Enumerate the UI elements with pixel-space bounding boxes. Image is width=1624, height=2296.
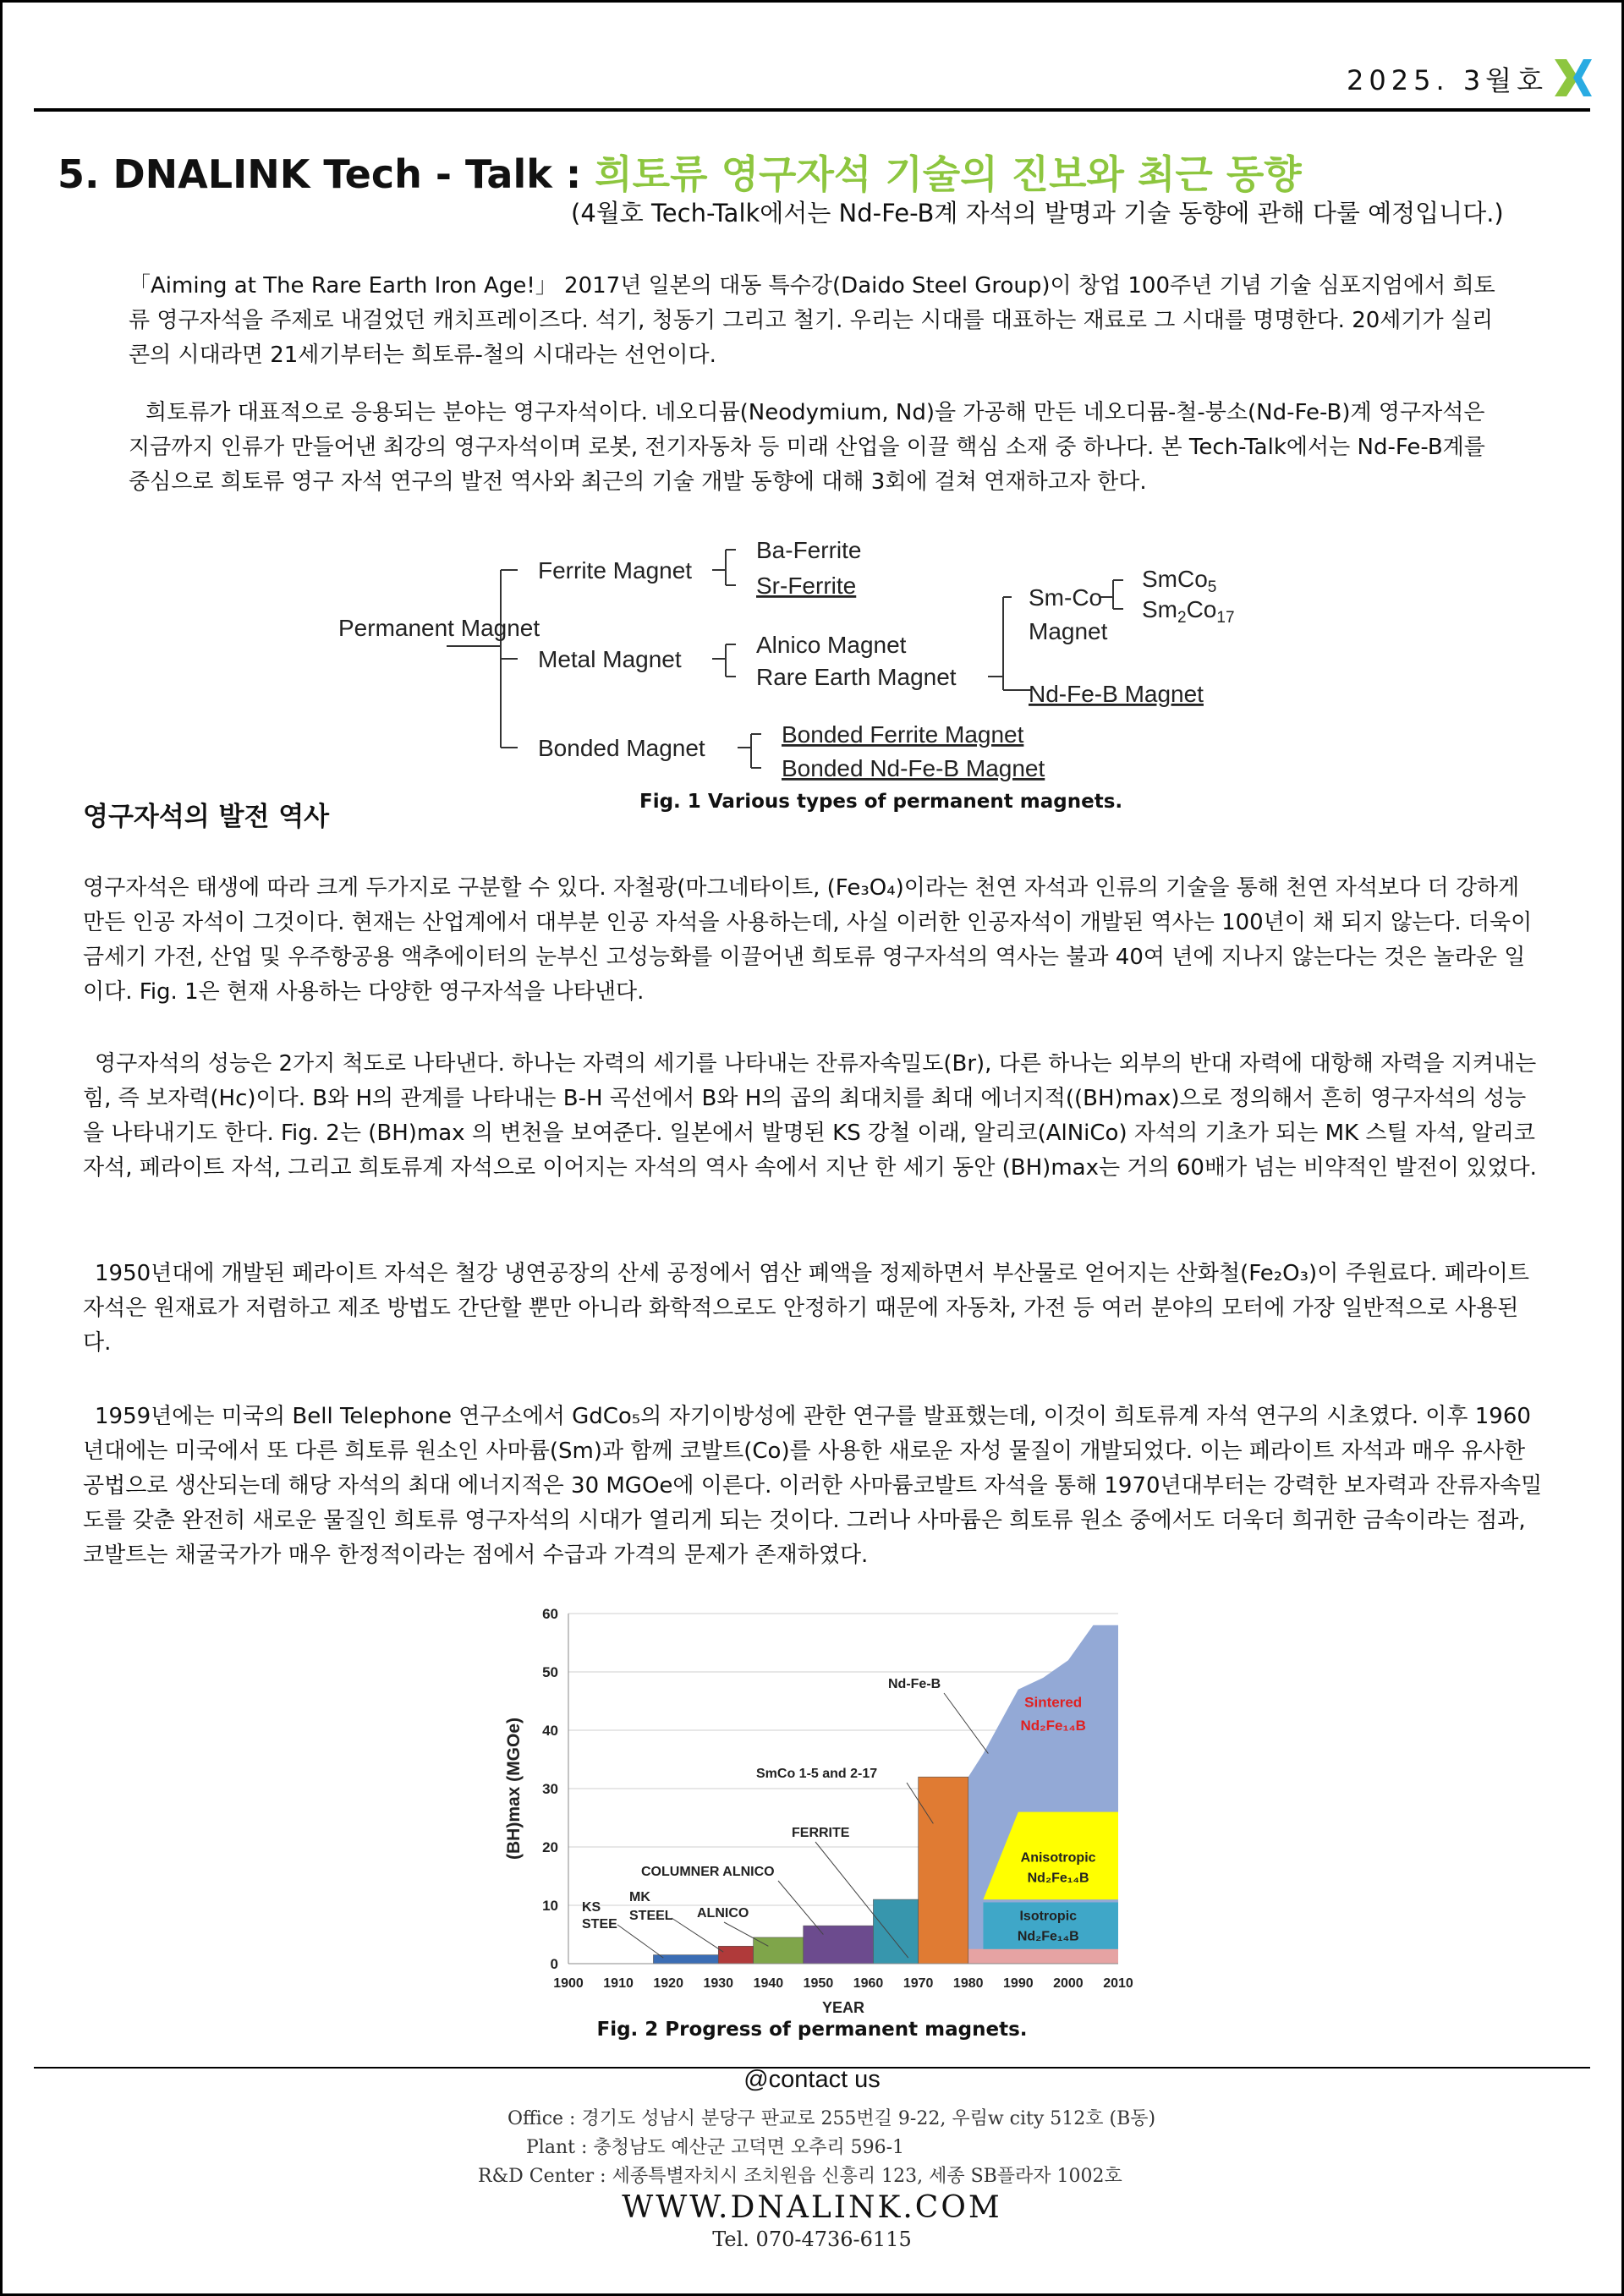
footer-office: [508, 2104, 1155, 2130]
office-address: : 경기도 성남시 분당구 판교로 255번길 9-22, 우림w city 512호 (B동): [563, 2108, 1156, 2129]
intro-paragraph-2: 희토류가 대표적으로 응용되는 분야는 영구자석이다. 네오디뮴(Neodymium, Nd)을 가공해 만든 네오디뮴-철-붕소(Nd-Fe-B)계 영구자석은 지금까지 인류가 만들어낸 최강의 영구자석이며 로봇, 전기자동차 등 미래 산업을 이끌 핵심 소재 중 하나다. 본 Tech-Talk에서는 Nd-Fe-B계를 중심으로 희토류 영구 자석 연구의 발전 역사와 최근의 기술 개발 동향에 대해 3회에 걸쳐 연재하고자 한다.: [129, 400, 1485, 495]
fig1-node-metal: Metal Magnet: [538, 646, 682, 672]
body-paragraph-1: 영구자석은 태생에 따라 크게 두가지로 구분할 수 있다. 자철광(마그네타이트, (Fe₃O₄)이라는 천연 자석과 인류의 기술을 통해 천연 자석보다 더 강하게 만든 인공 자석이 그것이다. 현재는 산업계에서 대부분 인공 자석을 사용하는데, 사실 이러한 인공자석이 개발된 역사는 100년이 채 되지 않는다. 더욱이 금세기 가전, 산업 및 우주항공용 액추에이터의 눈부신 고성능화를 이끌어낸 희토류 영구자석의 역사는 불과 40여 년에 지나지 않는다는 것은 놀라운 일이다. Fig. 1은 현재 사용하는 다양한 영구자석을 나타낸다.: [83, 875, 1533, 1005]
x-tick-label: 1900: [553, 1976, 584, 1991]
step-bar: [718, 1946, 753, 1964]
x-tick-label: 1930: [703, 1976, 734, 1991]
leader-line: [778, 1881, 823, 1935]
website-link[interactable]: WWW.DNALINK.COM: [622, 2190, 1002, 2225]
x-tick-label: 1960: [853, 1976, 884, 1991]
fig1-node-bonded: Bonded Magnet: [538, 735, 705, 761]
plant-key: Plant: [526, 2137, 575, 2158]
y-axis-label: (BH)max (MGOe): [504, 1717, 524, 1860]
x-tick-label: 1980: [952, 1976, 984, 1991]
label-anisotropic-formula: Nd₂Fe₁₄B: [1027, 1871, 1089, 1886]
leader-line: [617, 1925, 663, 1958]
title-highlight: 희토류 영구자석 기술의 진보와 최근 동향: [595, 151, 1302, 197]
x-tick-label: 2000: [1053, 1976, 1084, 1991]
fig1-node-ba-ferrite: Ba-Ferrite: [756, 537, 862, 563]
fig1-node-smco5: SmCo$_5$: [1142, 566, 1217, 596]
label-isotropic-formula: Nd₂Fe₁₄B: [1017, 1929, 1079, 1944]
article-subtitle: (4월호 Tech-Talk에서는 Nd-Fe-B계 자석의 발명과 기술 동향에 관해 다룰 예정입니다.): [571, 199, 1504, 227]
x-tick-label: 1920: [653, 1976, 683, 1991]
fig1-node-sm2co17: $Sm_2Co_{17}$: [1142, 596, 1235, 627]
step-bar: [754, 1937, 804, 1964]
label-stee: STEE: [582, 1917, 617, 1932]
y-tick-label: 30: [542, 1781, 558, 1797]
footer-rnd: [478, 2162, 1122, 2188]
x-tick-label: 1970: [903, 1976, 934, 1991]
fig1-magnet-tree-diagram: [321, 524, 1286, 786]
label-mk: MK: [629, 1890, 650, 1904]
fig1-node-alnico: Alnico Magnet: [756, 632, 907, 658]
leader-line: [724, 1922, 768, 1946]
body-paragraph-4: 1959년에는 미국의 Bell Telephone 연구소에서 GdCo₅의 자기이방성에 관한 연구를 발표했는데, 이것이 희토류계 자석 연구의 시초였다. 이후 1960년대에는 미국에서 또 다른 희토류 원소인 사마륨(Sm)과 함께 코발트(Co)를 사용한 새로운 자성 물질이 개발되었다. 이는 페라이트 자석과 매우 유사한 공법으로 생산되는데 해당 자석의 최대 에너지적은 30 MGOe에 이른다. 이러한 사마륨코발트 자석을 통해 1970년대부터는 강력한 보자력과 잔류자속밀도를 갖춘 완전히 새로운 물질인 희토류 영구자석의 시대가 열리게 되는 것이다. 그러나 사마륨은 희토류 원소 중에서도 더욱더 희귀한 금속이라는 점과, 코발트는 채굴국가가 매우 한정적이라는 점에서 수급과 가격의 문제가 존재하였다.: [83, 1404, 1543, 1568]
fig1-node-root: Permanent Magnet: [338, 615, 540, 641]
x-tick-label: 2010: [1103, 1976, 1133, 1991]
step-bar: [919, 1777, 968, 1964]
step-bar: [873, 1899, 918, 1964]
label-sintered-formula: Nd₂Fe₁₄B: [1020, 1718, 1086, 1734]
x-tick-label: 1990: [1003, 1976, 1034, 1991]
y-tick-label: 10: [542, 1898, 558, 1914]
y-tick-label: 20: [542, 1839, 558, 1855]
intro-paragraph-1: 「Aiming at The Rare Earth Iron Age!」 2017년 일본의 대동 특수강(Daido Steel Group)이 창업 100주년 기념 기술 심포지엄에서 희토류 영구자석을 주제로 내걸었던 캐치프레이즈다. 석기, 청동기 그리고 철기. 우리는 시대를 대표하는 재료로 그 시대를 명명한다. 20세기가 실리콘의 시대라면 21세기부터는 희토류-철의 시대라는 선언이다.: [129, 273, 1495, 368]
footer-contact-heading: @contact us: [743, 2066, 881, 2093]
step-bar: [653, 1955, 718, 1964]
x-tick-label: 1910: [603, 1976, 634, 1991]
fig1-node-bonded-ferrite: Bonded Ferrite Magnet: [782, 721, 1024, 748]
y-tick-label: 40: [542, 1723, 558, 1739]
fig1-node-rare-earth: Rare Earth Magnet: [756, 664, 957, 690]
footer-plant: [526, 2133, 904, 2159]
article-title: [58, 144, 1302, 200]
fig1-node-bonded-ndfeb: Bonded Nd-Fe-B Magnet: [782, 755, 1045, 781]
label-alnico: ALNICO: [697, 1906, 749, 1921]
body-paragraph-3: 1950년대에 개발된 페라이트 자석은 철강 냉연공장의 산세 공정에서 염산 폐액을 정제하면서 부산물로 얻어지는 산화철(Fe₂O₃)이 주원료다. 페라이트 자석은 원재료가 저렴하고 제조 방법도 간단할 뿐만 아니라 화학적으로도 안정하기 때문에 자동차, 가전 등 여러 분야의 모터에 가장 일반적으로 사용된다.: [83, 1261, 1530, 1356]
x-axis-label: YEAR: [821, 1999, 865, 2016]
fig1-node-sr-ferrite: Sr-Ferrite: [756, 573, 857, 599]
dnalink-logo-icon: [1550, 54, 1597, 101]
y-tick-label: 50: [542, 1664, 558, 1680]
rnd-key: R&D Center: [478, 2166, 595, 2187]
step-bar: [804, 1926, 874, 1964]
footer-tel: Tel. 070-4736-6115: [712, 2228, 912, 2251]
label-columner-alnico: COLUMNER ALNICO: [641, 1865, 775, 1879]
y-tick-label: 60: [542, 1606, 558, 1622]
fig1-caption: Fig. 1 Various types of permanent magnets.: [639, 791, 1123, 813]
label-ks: KS: [582, 1900, 601, 1915]
fig1-node-smco-magnet: Magnet: [1029, 618, 1108, 644]
header-rule: [34, 108, 1590, 112]
plant-address: : 충청남도 예산군 고덕면 오추리 596-1: [574, 2137, 905, 2158]
section-heading: 영구자석의 발전 역사: [83, 802, 330, 832]
x-tick-label: 1940: [753, 1976, 784, 1991]
label-smco: SmCo 1-5 and 2-17: [756, 1767, 878, 1781]
label-ndfeb: Nd-Fe-B: [888, 1677, 941, 1691]
label-sintered: Sintered: [1024, 1694, 1083, 1711]
x-tick-label: 1950: [803, 1976, 834, 1991]
label-ferrite: FERRITE: [792, 1826, 850, 1840]
fig2-bhmax-chart: [491, 1598, 1133, 2017]
fig2-caption: Fig. 2 Progress of permanent magnets.: [596, 2019, 1028, 2041]
y-tick-label: 0: [550, 1956, 558, 1972]
issue-label: 2025. 3월호: [1347, 64, 1548, 96]
body-paragraph-2: 영구자석의 성능은 2가지 척도로 나타낸다. 하나는 자력의 세기를 나타내는 잔류자속밀도(Br), 다른 하나는 외부의 반대 자력에 대항해 자력을 지켜내는 힘, 즉 보자력(Hc)이다. B와 H의 관계를 나타내는 B-H 곡선에서 B와 H의 곱의 최대치를 최대 에너지적((BH)max)으로 정의해서 흔히 영구자석의 성능을 나타내기도 한다. Fig. 2는 (BH)max 의 변천을 보여준다. 일본에서 발명된 KS 강철 이래, 알리코(AlNiCo) 자석의 기초가 되는 MK 스틸 자석, 알리코 자석, 페라이트 자석, 그리고 희토류계 자석으로 이어지는 자석의 역사 속에서 지난 한 세기 동안 (BH)max는 거의 60배가 넘는 비약적인 발전이 있었다.: [83, 1051, 1537, 1181]
leader-line: [672, 1918, 723, 1952]
label-anisotropic: Anisotropic: [1020, 1850, 1096, 1866]
leader-line: [944, 1693, 988, 1754]
label-steel: STEEL: [629, 1909, 673, 1923]
title-prefix: 5. DNALINK Tech - Talk :: [58, 151, 595, 197]
label-isotropic: Isotropic: [1019, 1909, 1078, 1924]
fig1-node-smco: Sm-Co: [1029, 584, 1103, 611]
fig1-node-ndfeb: Nd-Fe-B Magnet: [1029, 681, 1204, 707]
rnd-address: : 세종특별자치시 조치원읍 신흥리 123, 세종 SB플라자 1002호: [594, 2166, 1122, 2187]
fig1-node-ferrite: Ferrite Magnet: [538, 557, 693, 584]
office-key: Office: [508, 2108, 564, 2129]
